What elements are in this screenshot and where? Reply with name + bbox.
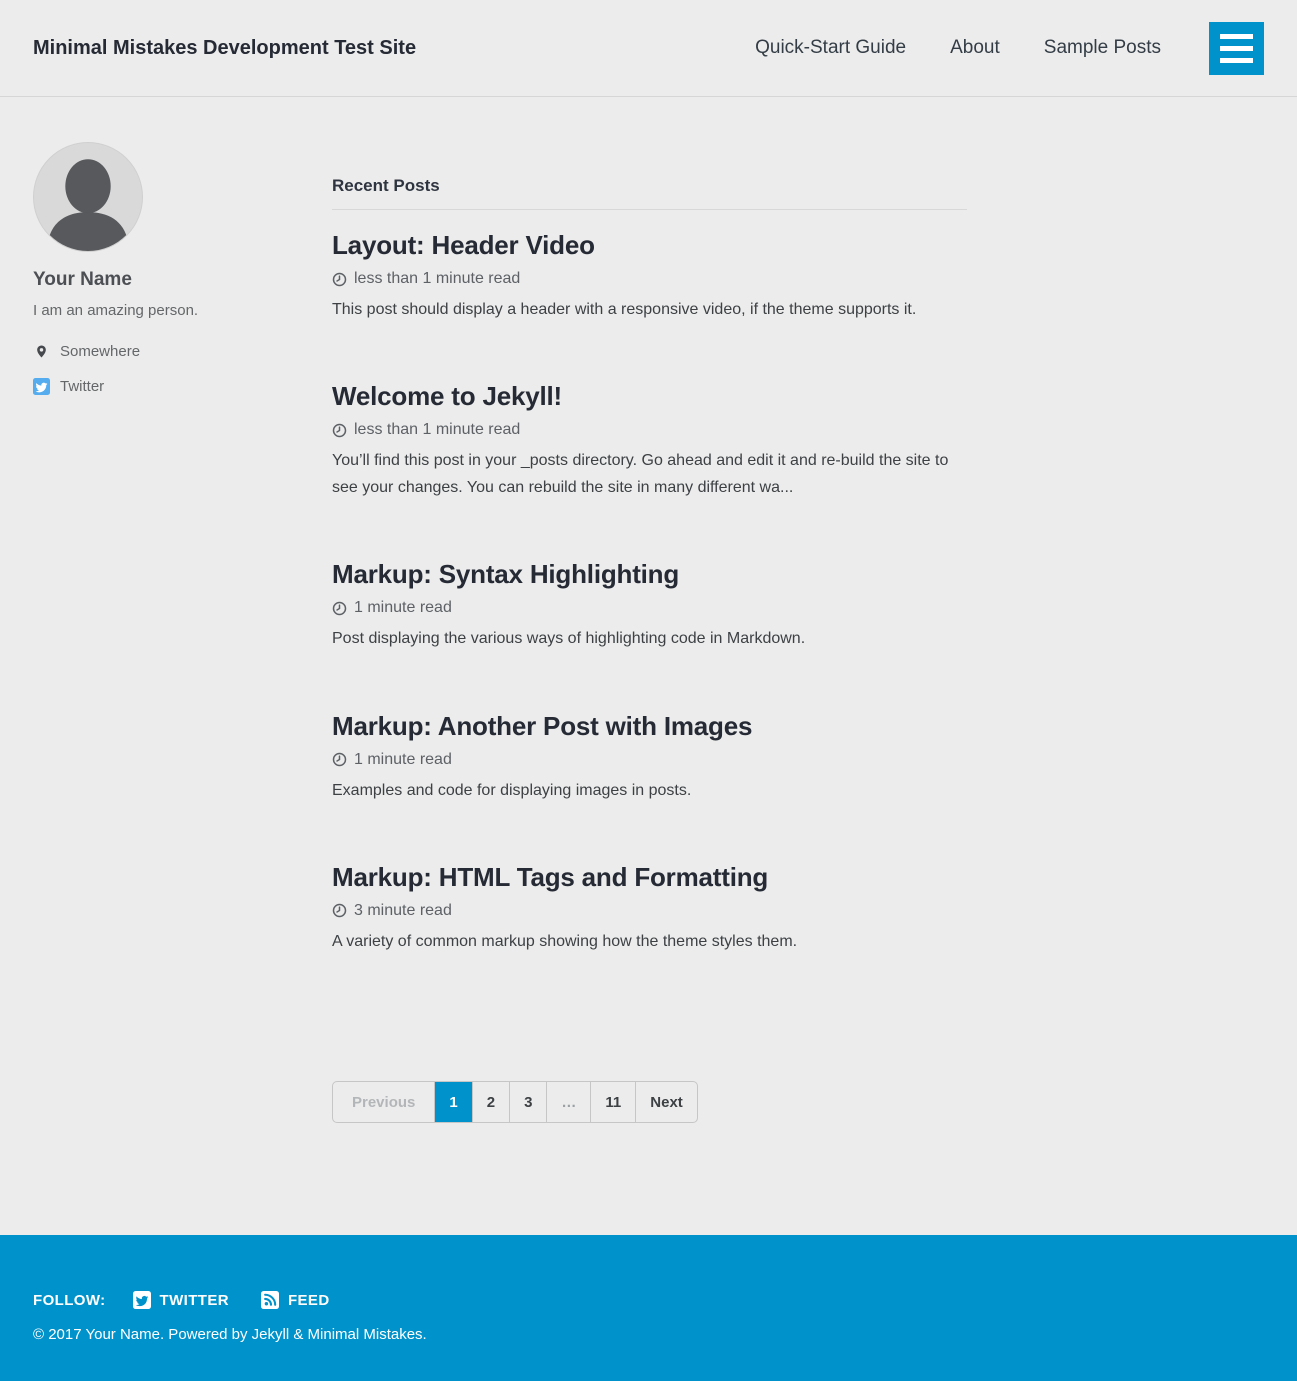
read-time: less than 1 minute read bbox=[354, 270, 521, 287]
footer-twitter-label: TWITTER bbox=[159, 1291, 229, 1309]
post-entry bbox=[332, 381, 967, 501]
clock-icon bbox=[332, 601, 347, 616]
post-meta bbox=[332, 902, 967, 920]
page-footer bbox=[0, 1235, 1297, 1381]
nav-quick-start-guide[interactable]: Quick-Start Guide bbox=[755, 37, 907, 58]
pagination-page-3[interactable]: 3 bbox=[509, 1082, 546, 1122]
content-wrapper bbox=[0, 97, 1297, 1235]
pagination-ellipsis: … bbox=[546, 1082, 590, 1122]
post-meta bbox=[332, 421, 967, 439]
read-time: 1 minute read bbox=[354, 750, 452, 768]
clock-icon bbox=[332, 272, 347, 287]
post-excerpt: Post displaying the various ways of highlighting code in Markdown. bbox=[332, 630, 806, 648]
pagination-page-1: 1 bbox=[434, 1082, 471, 1122]
nav-about[interactable]: About bbox=[950, 37, 1000, 58]
post-meta bbox=[332, 751, 967, 769]
author-sidebar bbox=[33, 142, 299, 1123]
post-title-link[interactable]: Markup: HTML Tags and Formatting bbox=[332, 861, 769, 892]
location-label: Somewhere bbox=[60, 343, 141, 360]
masthead bbox=[0, 0, 1297, 97]
map-marker-icon bbox=[33, 343, 50, 360]
post-title-link[interactable]: Layout: Header Video bbox=[332, 230, 595, 260]
post-title-link[interactable]: Welcome to Jekyll! bbox=[332, 381, 563, 412]
post-archive bbox=[332, 142, 967, 1123]
follow-label: FOLLOW: bbox=[33, 1291, 106, 1309]
copyright: © 2017 Your Name. Powered by Jekyll & Minimal Mistakes. bbox=[33, 1326, 427, 1344]
footer-feed-link[interactable] bbox=[261, 1291, 330, 1309]
primary-nav bbox=[755, 37, 1161, 59]
author-name: Your Name bbox=[33, 269, 132, 290]
site-title[interactable]: Minimal Mistakes Development Test Site bbox=[33, 36, 417, 59]
avatar bbox=[33, 142, 143, 252]
footer-twitter-link[interactable] bbox=[133, 1291, 229, 1309]
menu-toggle-button[interactable] bbox=[1209, 22, 1264, 75]
twitter-label: Twitter bbox=[60, 378, 105, 395]
post-excerpt: Examples and code for displaying images in posts. bbox=[332, 781, 692, 799]
rss-square-icon bbox=[261, 1291, 279, 1309]
read-time: 3 minute read bbox=[354, 901, 452, 919]
read-time: less than 1 minute read bbox=[354, 421, 521, 439]
author-bio: I am an amazing person. bbox=[33, 302, 199, 319]
post-title-link[interactable]: Markup: Another Post with Images bbox=[332, 710, 753, 741]
twitter-square-icon bbox=[133, 1291, 151, 1309]
follow-row bbox=[33, 1291, 1264, 1309]
pagination-next[interactable]: Next bbox=[635, 1082, 697, 1122]
nav-sample-posts[interactable]: Sample Posts bbox=[1043, 37, 1161, 58]
clock-icon bbox=[332, 752, 347, 767]
clock-icon bbox=[332, 423, 347, 438]
archive-heading: Recent Posts bbox=[332, 176, 967, 210]
post-entry bbox=[332, 230, 967, 323]
post-meta bbox=[332, 599, 967, 617]
clock-icon bbox=[332, 903, 347, 918]
twitter-square-icon bbox=[33, 378, 50, 395]
post-meta bbox=[332, 270, 967, 288]
author-location bbox=[33, 343, 299, 360]
person-silhouette-icon bbox=[34, 143, 142, 251]
post-excerpt: A variety of common markup showing how the theme styles them. bbox=[332, 932, 798, 950]
post-entry bbox=[332, 711, 967, 804]
post-entry bbox=[332, 862, 967, 955]
post-title-link[interactable]: Markup: Syntax Highlighting bbox=[332, 559, 680, 590]
pagination-previous: Previous bbox=[352, 1093, 416, 1111]
pagination bbox=[332, 1081, 698, 1123]
post-excerpt: This post should display a header with a responsive video, if the theme supports it. bbox=[332, 301, 917, 318]
pagination-page-2[interactable]: 2 bbox=[472, 1082, 509, 1122]
post-excerpt: You’ll find this post in your _posts directory. Go ahead and edit it and re-build the site to see your changes. You can rebuild the site in many different wa... bbox=[332, 452, 949, 496]
author-twitter-link[interactable] bbox=[33, 378, 299, 395]
read-time: 1 minute read bbox=[354, 599, 452, 617]
post-entry bbox=[332, 559, 967, 652]
footer-feed-label: FEED bbox=[287, 1291, 330, 1309]
pagination-page-11[interactable]: 11 bbox=[590, 1082, 635, 1122]
